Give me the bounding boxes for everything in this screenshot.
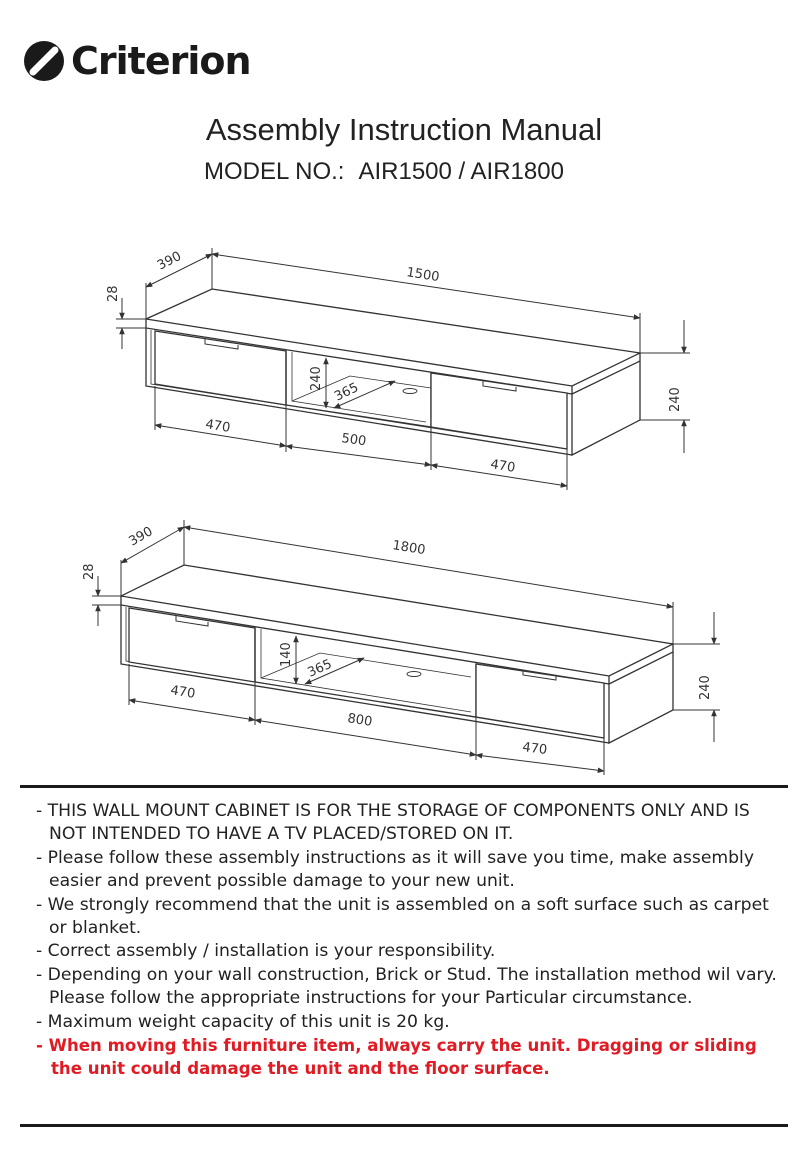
warning-note: - When moving this furniture item, always carry the unit. Dragging or sliding the unit could damage the unit and the floor surface. (36, 1036, 757, 1079)
dim-middle-section-label: 800 (346, 711, 374, 730)
dim-depth-label: 390 (155, 248, 184, 274)
dim-right-section-label: 470 (521, 740, 548, 758)
dim-width-label: 1800 (391, 538, 427, 559)
note-item: - Please follow these assembly instructions as it will save you time, make assembly easier and prevent possible damage to your new unit. (36, 847, 754, 892)
note-item: - Depending on your wall construction, Brick or Stud. The installation method wil vary. Please follow the appropriate instructions for your Particular circumstance. (36, 964, 777, 1009)
cabinet-drawing-air1800 (92, 520, 720, 775)
dim-left-section-label: 470 (169, 683, 197, 702)
cabinet-drawing-air1500 (116, 248, 690, 490)
note-item: - THIS WALL MOUNT CABINET IS FOR THE STORAGE OF COMPONENTS ONLY AND IS NOT INTENDED TO HAVE A TV PLACED/STORED ON IT. (36, 801, 750, 845)
top-divider (20, 785, 788, 788)
model-value: AIR1500 / AIR1800 (358, 158, 564, 185)
dim-width-label: 1500 (405, 265, 441, 286)
dim-height-label: 240 (698, 675, 713, 700)
model-label: MODEL NO.: (204, 158, 345, 185)
dim-shelf-depth-label: 365 (305, 656, 335, 681)
note-item: - Correct assembly / installation is your responsibility. (36, 941, 496, 962)
dim-right-section-label: 470 (489, 457, 517, 476)
brand-name: Criterion (71, 39, 251, 83)
dim-left-section-label: 470 (204, 417, 232, 436)
dim-shelf-depth-label: 365 (332, 380, 362, 405)
dim-shelf-height-label: 140 (279, 642, 294, 667)
dim-thickness-label: 28 (106, 285, 121, 302)
safety-notes (36, 800, 786, 1081)
dim-thickness-label: 28 (82, 563, 97, 580)
note-item: - We strongly recommend that the unit is assembled on a soft surface such as carpet or blanket. (36, 894, 769, 939)
bottom-divider (20, 1124, 788, 1127)
dim-depth-label: 390 (126, 524, 156, 550)
dim-middle-section-label: 500 (340, 431, 368, 450)
note-item: - Maximum weight capacity of this unit is 20 kg. (36, 1011, 450, 1032)
page-title: Assembly Instruction Manual (205, 112, 603, 147)
dim-shelf-height-label: 240 (309, 366, 324, 391)
dim-height-label: 240 (668, 387, 683, 412)
